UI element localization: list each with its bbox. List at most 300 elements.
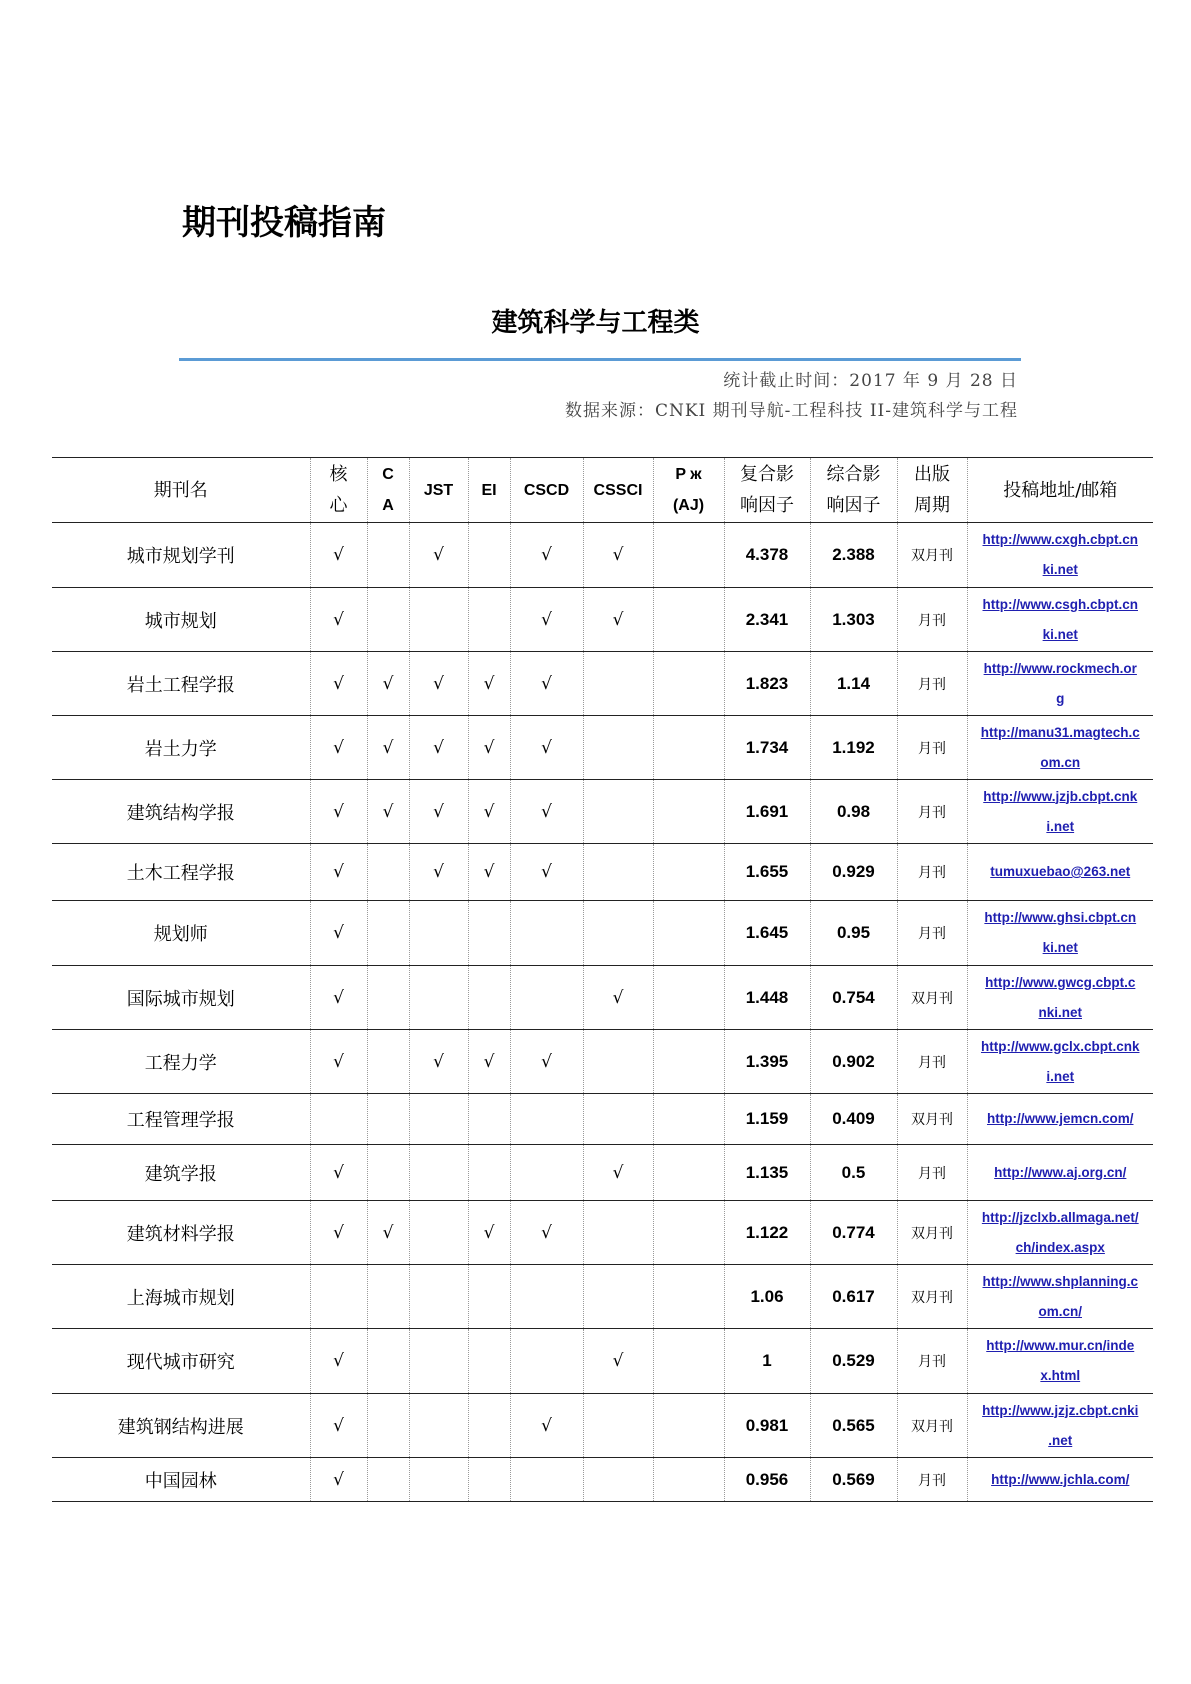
submission-address (967, 780, 1153, 844)
index-ei-cell (468, 1329, 510, 1394)
index-core-cell (310, 1145, 367, 1201)
check-mark-icon: √ (433, 545, 444, 565)
index-jst-cell (409, 1394, 468, 1458)
index-cscd-cell (510, 901, 583, 966)
submission-link[interactable]: g (1056, 690, 1065, 706)
publication-period: 月刊 (897, 652, 967, 716)
check-mark-icon: √ (541, 673, 552, 694)
index-cssci-cell (583, 716, 653, 780)
index-ca-cell (367, 1265, 409, 1329)
check-mark-icon: √ (541, 545, 552, 565)
index-paj-cell (653, 901, 724, 966)
index-ca-cell (367, 1394, 409, 1458)
index-cscd-cell (510, 1265, 583, 1329)
section-title: 建筑科学与工程类 (491, 308, 700, 338)
table-row (52, 1030, 1153, 1094)
index-cssci-cell (583, 1030, 653, 1094)
index-ei-cell (468, 1145, 510, 1201)
index-cscd-cell (510, 716, 583, 780)
index-cssci-cell (583, 1145, 653, 1201)
journal-name: 土木工程学报 (52, 844, 310, 901)
table-row (52, 901, 1153, 966)
header-label: 投稿地址/邮箱 (1003, 479, 1118, 501)
overall-impact-factor: 0.565 (810, 1394, 897, 1458)
submission-link[interactable]: nki.net (1038, 1004, 1082, 1020)
index-core-cell (310, 780, 367, 844)
table-row (52, 588, 1153, 652)
submission-link[interactable]: .net (1048, 1432, 1073, 1448)
index-jst-cell (409, 652, 468, 716)
index-ei-cell (468, 780, 510, 844)
publication-period: 月刊 (897, 716, 967, 780)
check-mark-icon: √ (433, 1051, 444, 1072)
publication-period: 月刊 (897, 1458, 967, 1502)
header-label: EI (481, 481, 497, 499)
index-cssci-cell (583, 1394, 653, 1458)
composite-impact-factor: 1.159 (724, 1094, 810, 1145)
index-core-cell (310, 1329, 367, 1394)
index-ca-cell (367, 716, 409, 780)
index-cscd-cell (510, 1329, 583, 1394)
check-mark-icon: √ (333, 737, 344, 758)
table-row (52, 716, 1153, 780)
submission-link[interactable]: x.html (1040, 1368, 1081, 1383)
index-core-cell (310, 1265, 367, 1329)
stat-date: 统计截止时间：2017 年 9 月 28 日 (723, 371, 1018, 391)
check-mark-icon: √ (382, 737, 394, 758)
submission-link[interactable]: http://www.jchla.com/ (991, 1471, 1130, 1487)
index-paj-cell (653, 652, 724, 716)
index-jst-cell (409, 1094, 468, 1145)
index-ca-cell (367, 901, 409, 966)
index-ca-cell (367, 588, 409, 652)
title-divider (179, 358, 1021, 361)
journal-name: 上海城市规划 (52, 1265, 310, 1329)
publication-period: 月刊 (897, 1030, 967, 1094)
header-ca (367, 458, 409, 523)
journal-name: 城市规划学刊 (52, 523, 310, 588)
submission-address (967, 1145, 1153, 1201)
index-jst-cell (409, 1458, 468, 1502)
index-ei-cell (468, 1094, 510, 1145)
check-mark-icon: √ (612, 545, 624, 565)
submission-link[interactable]: om.cn/ (1038, 1303, 1082, 1319)
check-mark-icon: √ (541, 609, 552, 630)
index-ei-cell (468, 716, 510, 780)
header-paj (653, 458, 724, 523)
table-row (52, 1145, 1153, 1201)
overall-impact-factor: 2.388 (810, 523, 897, 588)
check-mark-icon: √ (483, 673, 495, 694)
index-ca-cell (367, 1329, 409, 1394)
composite-impact-factor: 1.448 (724, 966, 810, 1030)
check-mark-icon: √ (541, 1051, 552, 1072)
index-ei-cell (468, 966, 510, 1030)
index-cssci-cell (583, 844, 653, 901)
index-paj-cell (653, 1094, 724, 1145)
header-label: 心 (329, 495, 348, 516)
journal-name: 工程力学 (52, 1030, 310, 1094)
check-mark-icon: √ (333, 987, 344, 1008)
check-mark-icon: √ (333, 1351, 344, 1371)
check-mark-icon: √ (483, 737, 495, 758)
submission-address (967, 1030, 1153, 1094)
composite-impact-factor: 1.06 (724, 1265, 810, 1329)
journal-name: 中国园林 (52, 1458, 310, 1502)
composite-impact-factor: 1.823 (724, 652, 810, 716)
header-submission (967, 458, 1153, 523)
journal-name: 规划师 (52, 901, 310, 966)
index-cssci-cell (583, 1458, 653, 1502)
publication-period: 月刊 (897, 901, 967, 966)
submission-link[interactable]: http://www.jemcn.com/ (986, 1111, 1134, 1126)
index-paj-cell (653, 966, 724, 1030)
overall-impact-factor: 0.774 (810, 1201, 897, 1265)
composite-impact-factor: 1.395 (724, 1030, 810, 1094)
journal-name: 建筑钢结构进展 (52, 1394, 310, 1458)
index-jst-cell (409, 1265, 468, 1329)
submission-link[interactable]: i.net (1046, 1068, 1075, 1084)
submission-address (967, 523, 1153, 588)
submission-link[interactable]: ch/index.aspx (1015, 1239, 1105, 1255)
index-jst-cell (409, 523, 468, 588)
check-mark-icon: √ (333, 545, 344, 565)
publication-period: 月刊 (897, 1329, 967, 1394)
index-paj-cell (653, 780, 724, 844)
index-paj-cell (653, 1265, 724, 1329)
index-paj-cell (653, 1030, 724, 1094)
index-cscd-cell (510, 523, 583, 588)
index-ca-cell (367, 1030, 409, 1094)
header-period (897, 458, 967, 523)
header-label: CSSCI (593, 481, 643, 499)
header-label: C (382, 466, 394, 483)
index-cssci-cell (583, 1329, 653, 1394)
submission-link[interactable]: om.cn (1040, 754, 1081, 770)
publication-period: 双月刊 (897, 523, 967, 588)
check-mark-icon: √ (612, 609, 624, 630)
check-mark-icon: √ (612, 1351, 624, 1371)
overall-impact-factor: 0.98 (810, 780, 897, 844)
publication-period: 双月刊 (897, 1201, 967, 1265)
index-ca-cell (367, 1145, 409, 1201)
index-cssci-cell (583, 523, 653, 588)
submission-link[interactable]: http://www.rockmech.or (983, 660, 1137, 676)
index-cscd-cell (510, 966, 583, 1030)
journal-name: 岩土工程学报 (52, 652, 310, 716)
submission-address (967, 1329, 1153, 1394)
check-mark-icon: √ (333, 1051, 344, 1072)
publication-period: 双月刊 (897, 1094, 967, 1145)
index-ei-cell (468, 652, 510, 716)
index-jst-cell (409, 1201, 468, 1265)
submission-link[interactable]: http://www.gwcg.cbpt.c (985, 974, 1136, 990)
index-ca-cell (367, 780, 409, 844)
submission-link[interactable]: http://manu31.magtech.c (980, 724, 1140, 740)
publication-period: 月刊 (897, 1145, 967, 1201)
journal-name: 建筑结构学报 (52, 780, 310, 844)
index-jst-cell (409, 901, 468, 966)
page-title: 期刊投稿指南 (182, 203, 386, 243)
submission-address (967, 716, 1153, 780)
submission-address (967, 652, 1153, 716)
submission-link[interactable]: ki.net (1042, 562, 1078, 577)
header-core (310, 458, 367, 523)
submission-address (967, 588, 1153, 652)
publication-period: 月刊 (897, 844, 967, 901)
index-core-cell (310, 1458, 367, 1502)
table-row (52, 1265, 1153, 1329)
check-mark-icon: √ (382, 801, 394, 822)
overall-impact-factor: 0.569 (810, 1458, 897, 1502)
index-cscd-cell (510, 1094, 583, 1145)
table-header-row (52, 458, 1153, 523)
check-mark-icon: √ (382, 673, 394, 694)
submission-address (967, 966, 1153, 1030)
journal-name: 城市规划 (52, 588, 310, 652)
index-jst-cell (409, 1145, 468, 1201)
table-row (52, 1394, 1153, 1458)
check-mark-icon: √ (483, 1051, 495, 1072)
index-core-cell (310, 716, 367, 780)
header-label: CSCD (523, 481, 570, 499)
index-ei-cell (468, 588, 510, 652)
check-mark-icon: √ (333, 1162, 344, 1183)
submission-address (967, 1458, 1153, 1502)
header-label: 核 (329, 464, 348, 485)
journal-name: 现代城市研究 (52, 1329, 310, 1394)
index-cscd-cell (510, 1030, 583, 1094)
index-core-cell (310, 966, 367, 1030)
check-mark-icon: √ (483, 862, 495, 882)
overall-impact-factor: 0.929 (810, 844, 897, 901)
index-cscd-cell (510, 588, 583, 652)
submission-link[interactable]: http://www.csgh.cbpt.cn (982, 596, 1138, 612)
index-cscd-cell (510, 1145, 583, 1201)
publication-period: 双月刊 (897, 1394, 967, 1458)
header-ei (468, 458, 510, 523)
index-ei-cell (468, 1265, 510, 1329)
index-cssci-cell (583, 1094, 653, 1145)
index-paj-cell (653, 523, 724, 588)
index-jst-cell (409, 716, 468, 780)
index-ca-cell (367, 1201, 409, 1265)
index-jst-cell (409, 588, 468, 652)
table-row (52, 523, 1153, 588)
submission-address (967, 1394, 1153, 1458)
index-ei-cell (468, 523, 510, 588)
check-mark-icon: √ (433, 673, 444, 694)
submission-link[interactable]: tumuxuebao@263.net (990, 864, 1131, 879)
composite-impact-factor: 1.645 (724, 901, 810, 966)
index-ca-cell (367, 1458, 409, 1502)
submission-address (967, 844, 1153, 901)
header-label: 响因子 (826, 495, 881, 516)
submission-link[interactable]: http://www.ghsi.cbpt.cn (984, 910, 1137, 925)
index-ca-cell (367, 844, 409, 901)
index-cssci-cell (583, 1201, 653, 1265)
submission-address (967, 1094, 1153, 1145)
overall-impact-factor: 0.754 (810, 966, 897, 1030)
index-cscd-cell (510, 1394, 583, 1458)
journal-name: 建筑材料学报 (52, 1201, 310, 1265)
submission-link[interactable]: ki.net (1042, 626, 1078, 642)
table-row (52, 1458, 1153, 1502)
header-label: 出版 (914, 464, 950, 485)
check-mark-icon: √ (333, 1222, 344, 1243)
overall-impact-factor: 1.192 (810, 716, 897, 780)
index-core-cell (310, 523, 367, 588)
data-source: 数据来源：CNKI 期刊导航-工程科技 II-建筑科学与工程 (564, 401, 1018, 421)
index-ei-cell (468, 1458, 510, 1502)
publication-period: 双月刊 (897, 1265, 967, 1329)
check-mark-icon: √ (612, 987, 624, 1008)
overall-impact-factor: 0.95 (810, 901, 897, 966)
index-cscd-cell (510, 652, 583, 716)
index-cssci-cell (583, 901, 653, 966)
index-jst-cell (409, 780, 468, 844)
composite-impact-factor: 1 (724, 1329, 810, 1394)
index-jst-cell (409, 1030, 468, 1094)
check-mark-icon: √ (541, 737, 552, 758)
index-ei-cell (468, 1394, 510, 1458)
check-mark-icon: √ (541, 862, 552, 882)
check-mark-icon: √ (333, 1469, 344, 1490)
header-label: P ж (675, 466, 702, 483)
composite-impact-factor: 1.655 (724, 844, 810, 901)
index-ei-cell (468, 1201, 510, 1265)
journal-name: 国际城市规划 (52, 966, 310, 1030)
index-paj-cell (653, 1458, 724, 1502)
index-core-cell (310, 844, 367, 901)
check-mark-icon: √ (333, 862, 344, 882)
check-mark-icon: √ (433, 737, 444, 758)
check-mark-icon: √ (483, 801, 495, 822)
index-paj-cell (653, 844, 724, 901)
overall-impact-factor: 0.409 (810, 1094, 897, 1145)
check-mark-icon: √ (333, 673, 344, 694)
composite-impact-factor: 4.378 (724, 523, 810, 588)
index-jst-cell (409, 1329, 468, 1394)
table-row (52, 1329, 1153, 1394)
overall-impact-factor: 0.529 (810, 1329, 897, 1394)
index-core-cell (310, 1094, 367, 1145)
journal-name: 工程管理学报 (52, 1094, 310, 1145)
table-row (52, 966, 1153, 1030)
submission-link[interactable]: http://jzclxb.allmaga.net/ (981, 1209, 1139, 1225)
index-cscd-cell (510, 1201, 583, 1265)
index-ei-cell (468, 1030, 510, 1094)
index-cscd-cell (510, 844, 583, 901)
publication-period: 月刊 (897, 588, 967, 652)
index-paj-cell (653, 716, 724, 780)
submission-link[interactable]: http://www.aj.org.cn/ (994, 1164, 1127, 1180)
index-ca-cell (367, 966, 409, 1030)
index-cssci-cell (583, 966, 653, 1030)
header-label: 周期 (914, 495, 950, 516)
composite-impact-factor: 0.981 (724, 1394, 810, 1458)
table-row (52, 652, 1153, 716)
check-mark-icon: √ (541, 1222, 552, 1243)
header-overall-if (810, 458, 897, 523)
index-ei-cell (468, 901, 510, 966)
submission-link[interactable]: http://www.gclx.cbpt.cnk (980, 1038, 1140, 1054)
header-label: 复合影 (740, 464, 794, 485)
submission-link[interactable]: ki.net (1042, 940, 1078, 955)
check-mark-icon: √ (541, 801, 552, 822)
header-label: 期刊名 (153, 479, 208, 501)
header-name (52, 458, 310, 523)
index-paj-cell (653, 1329, 724, 1394)
index-paj-cell (653, 588, 724, 652)
index-core-cell (310, 652, 367, 716)
publication-period: 月刊 (897, 780, 967, 844)
check-mark-icon: √ (333, 1415, 344, 1436)
table-row (52, 844, 1153, 901)
index-core-cell (310, 1394, 367, 1458)
index-cssci-cell (583, 1265, 653, 1329)
overall-impact-factor: 0.902 (810, 1030, 897, 1094)
check-mark-icon: √ (382, 1222, 394, 1243)
composite-impact-factor: 1.122 (724, 1201, 810, 1265)
submission-address (967, 901, 1153, 966)
submission-link[interactable]: http://www.shplanning.c (982, 1273, 1138, 1289)
overall-impact-factor: 1.14 (810, 652, 897, 716)
check-mark-icon: √ (541, 1415, 552, 1436)
check-mark-icon: √ (483, 1222, 495, 1243)
table-row (52, 780, 1153, 844)
composite-impact-factor: 1.734 (724, 716, 810, 780)
composite-impact-factor: 1.691 (724, 780, 810, 844)
composite-impact-factor: 1.135 (724, 1145, 810, 1201)
composite-impact-factor: 0.956 (724, 1458, 810, 1502)
header-label: (AJ) (672, 497, 705, 514)
table-row (52, 1201, 1153, 1265)
header-label: A (382, 497, 394, 514)
index-ei-cell (468, 844, 510, 901)
check-mark-icon: √ (333, 923, 344, 943)
header-label: 响因子 (740, 495, 794, 516)
journal-name: 建筑学报 (52, 1145, 310, 1201)
header-cssci (583, 458, 653, 523)
index-paj-cell (653, 1394, 724, 1458)
index-paj-cell (653, 1201, 724, 1265)
header-composite-if (724, 458, 810, 523)
index-paj-cell (653, 1145, 724, 1201)
submission-link[interactable]: http://www.jzjz.cbpt.cnki (982, 1402, 1139, 1418)
header-jst (409, 458, 468, 523)
table-row (52, 1094, 1153, 1145)
index-ca-cell (367, 652, 409, 716)
overall-impact-factor: 0.5 (810, 1145, 897, 1201)
check-mark-icon: √ (333, 609, 344, 630)
index-core-cell (310, 901, 367, 966)
submission-link[interactable]: http://www.cxgh.cbpt.cn (982, 532, 1138, 547)
submission-link[interactable]: http://www.mur.cn/inde (986, 1338, 1135, 1353)
submission-link[interactable]: i.net (1046, 818, 1075, 834)
composite-impact-factor: 2.341 (724, 588, 810, 652)
index-jst-cell (409, 966, 468, 1030)
publication-period: 双月刊 (897, 966, 967, 1030)
journal-table (52, 457, 1153, 1502)
index-core-cell (310, 1201, 367, 1265)
index-cscd-cell (510, 1458, 583, 1502)
submission-address (967, 1265, 1153, 1329)
index-ca-cell (367, 1094, 409, 1145)
header-label: 综合影 (826, 464, 881, 485)
submission-link[interactable]: http://www.jzjb.cbpt.cnk (983, 788, 1138, 804)
check-mark-icon: √ (433, 862, 444, 882)
